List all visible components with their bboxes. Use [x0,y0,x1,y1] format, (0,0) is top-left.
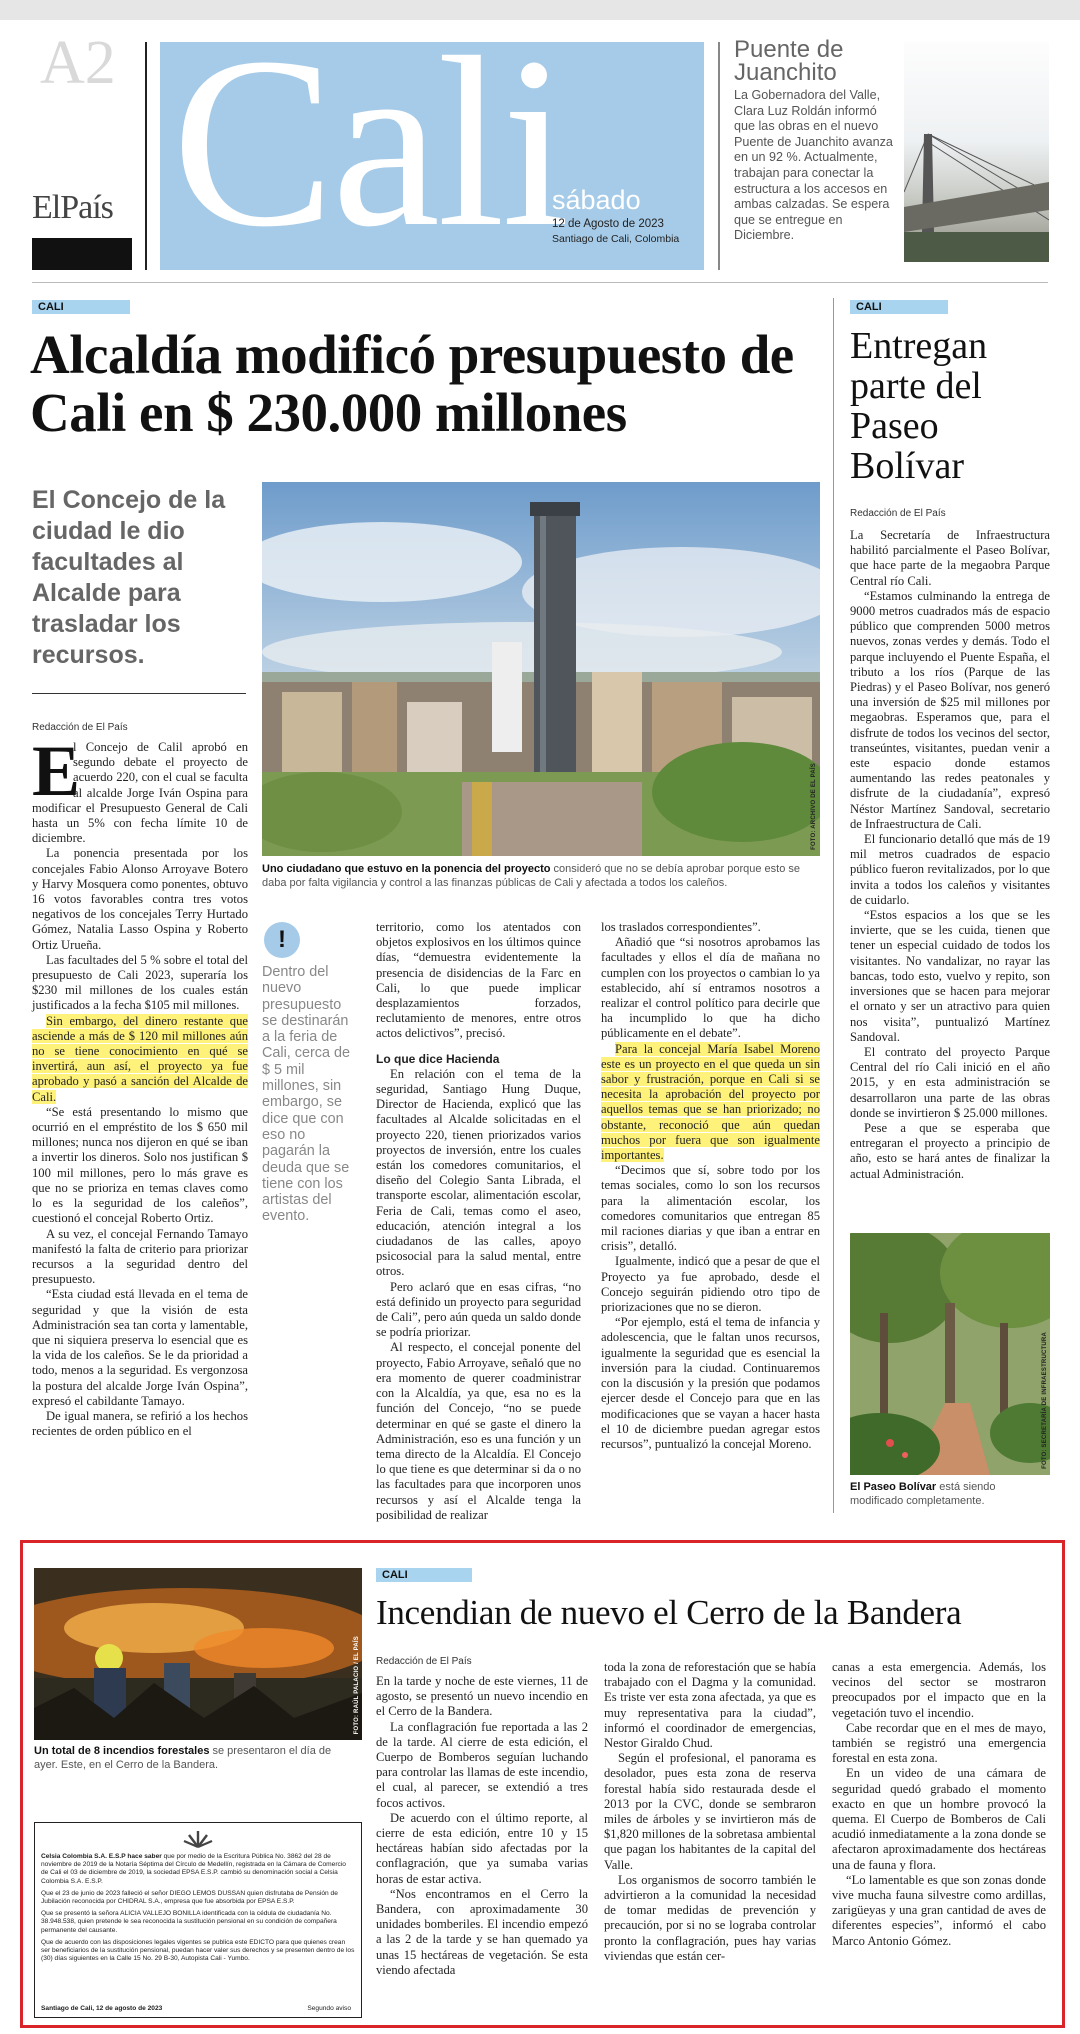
notice-footer-right: Segundo aviso [307,2004,351,2012]
fire-photo-caption [34,1744,354,1772]
teaser-title: Puente de Juanchito [734,36,844,86]
bridge-photo [904,42,1049,262]
side-photo-credit: FOTO: SECRETARÍA DE INFRAESTRUCTURA [1042,1332,1048,1469]
fire-col-3 [832,1660,1046,1949]
section-name: Cali [172,42,567,270]
main-paragraph: Al respecto, el concejal ponente del proyecto, Fabio Arroyave, señaló que no era momento de querer coadministrar con la Alcaldía, ya que, esa no es la función del Concejo, “no se puede determinar en qué se gaste el dinero la Administración, eso es una función y un tema directo de la Alcaldía. El Concejo lo que tiene es que determinar si da o no las facultades para que incorporen unos recursos y así el Alcalde tenga la posibilidad de realizar [376,1340,581,1522]
main-paragraph: “Por ejemplo, está el tema de infancia y adolescencia, que le faltan unos recursos, igualmente la seguridad que es esencial la inversión para la ciudad. Continuaremos con la discusión y la presión que podamos ejercer desde el Concejo para que en las modificaciones que se vayan a hacer hasta el 10 de diciembre puedan agregar estos recursos”, puntualizó la concejal Moreno. [601,1315,820,1451]
main-col-3 [601,920,820,1452]
main-paragraph: “Se está presentando lo mismo que ocurrió en el empréstito de los $ 650 mil millones; nunca nos dijeron en qué se iban a invertir los dineros. Solo nos justifican $ 100 mil millones, pero lo más grave es que no se prioriza en temas claves como lo es la seguridad de los caleños”, cuestionó el concejal Roberto Ortiz. [32,1104,248,1226]
caption-text: está siendo modificado completamente. [850,1481,996,1507]
main-paragraph: Igualmente, indicó que a pesar de que el Proyecto ya fue aprobado, desde el Concejo seguirán pidiendo otro tipo de priorizaciones que no se dieron. [601,1254,820,1315]
masthead-place: Santiago de Cali, Colombia [552,233,680,245]
notice-text: Que el 23 de junio de 2023 falleció el señor DIEGO LEMOS DUSSAN quien disfrutaba de Pensión de Jubilación reconocida por CHIDRAL S.A., empresa que fue absorbida por EPSA E.S.P. [41,1889,338,1906]
main-paragraph: l Concejo de Calil aprobó en segundo debate el proyecto de acuerdo 220, con el cual se faculta al alcalde Jorge Iván Ospina para modificar el Presupuesto General de Cali hasta un 5% con fecha límite 10 de diciembre. [32,740,248,846]
fire-paragraph: En la tarde y noche de este viernes, 11 de agosto, se presentó un nuevo incendio en el Cerro de la Bandera. [376,1674,588,1719]
city-photo [262,482,820,856]
page-number: A2 [40,29,116,97]
main-paragraph: De igual manera, se refirió a los hechos recientes de orden público en el [32,1408,248,1439]
caption-lead: El Paseo Bolívar [850,1481,937,1493]
side-paragraph: “Estos espacios a los que se les invierte, que se les cuida, tienen que tener un especial cuidado de todos los visitantes. No vandalizar, no rayar las bancas, todo esto, vuelvo y repito, son inversiones que se hacen para mejorar el ornato y ser un atractivo para quien nos visita”, puntualizó Martínez Sandoval. [850,908,1050,1044]
drop-cap: E [32,731,81,811]
fire-paragraph: Los organismos de socorro también le advirtieron a la comunidad la necesidad de tomar medidas de prevención y precaución, por si no se lograba controlar pronto la conflagración, pues hay varias viviendas que están cer- [604,1872,816,1963]
fire-headline: Incendian de nuevo el Cerro de la Bandera [376,1593,962,1632]
main-paragraph: los traslados correspondientes”. [601,920,761,934]
fire-photo [34,1568,362,1740]
side-paragraph: Pese a que se esperaba que entregaran el proyecto a principio de año, esto se hará antes de finalizar la actual Administración. [850,1120,1050,1181]
notice-lead: Celsia Colombia S.A. E.S.P hace saber [41,1853,162,1860]
fire-col-2 [604,1660,816,1964]
deck-rule [32,693,246,694]
main-paragraph: Las facultades del 5 % sobre el total del presupuesto de Cali 2023, superaría los $230 mil millones de los cuales están justificados a la fecha $105 mil millones. [32,952,248,1013]
main-paragraph: Añadió que “si nosotros aprobamos las facultades y ellos el día de mañana no cumplen con los proyectos o cambian lo ya establecido, ahí sí entramos nosotros a realizar el control político para decirle que ha incumplido lo que ha dicho públicamente en el debate”. [601,935,820,1041]
notice-text: que por medio de la Escritura Pública No. 3862 del 28 de noviembre de 2019 de la Notaría Séptima del Círculo de Medellín, registrada en la Cámara de Comercio de Cali el 03 de diciembre de 2019, la sociedad EPSA E.S.P. cambió su denominación social a Celsia Colombia S.A. E.S.P. [41,1853,346,1885]
notice-text: Que se presentó la señora ALICIA VALLEJO BONILLA identificada con la cédula de ciudadanía No. 38.948.538, quien pretende le sea reconocida la sustitución pensional en su condición de compañera permanente del causante. [41,1910,337,1934]
fire-paragraph: Según el profesional, el panorama es desolador, pues esta zona de reserva forestal había sido restaurada desde el 2013 por la CVC, donde se sembraron miles de árboles y se invirtieron más de $1,820 millones de la sobretasa ambiental que pagan los habitantes de la capital del Valle. [604,1751,816,1872]
brand-logo: ElPaís [32,189,113,226]
side-paragraph: “Estamos culminando la entrega de 9000 metros cuadrados más de espacio público que comprenden 5000 metros nuevos, zonas verdes y demás. Todo el parque incluyendo el Puente España, el tributo a los ríos (Parque de las Piedras) y el Paseo Bolívar, nos generó una inversión de $25 mil millones por megaobras. Esperamos que, para el disfrute de todos los vecinos del sector, transeúntes, visitantes, puedan venir a este espacio donde estamos aumentando las redes peatonales y disfrute de la ciudadanía”, expresó Néstor Martínez Sandoval, secretario de Infraestructura de Cali. [850,588,1050,831]
fire-paragraph: toda la zona de reforestación que se había trabajado con el Dagma y la comunidad. Es triste ver esta zona afectada, ya que es muy representativa para la ciudad”, informó el coordinador de emergencias, Nestor Giraldo Chud. [604,1660,816,1751]
masthead-day: sábado [552,185,641,215]
side-body [850,528,1050,1182]
main-paragraph: territorio, como los atentados con objetos explosivos en los últimos quince días, “demuestra evidentemente la presencia de disidencias de la Farc en Cali, lo que puede implicar desplazamientos forzados, reclutamiento de menores, entre otros actos delictivos”, precisó. [376,920,581,1041]
side-byline: Redacción de El País [850,508,946,519]
fire-paragraph: “Lo lamentable es que son zonas donde vive mucha fauna silvestre como ardillas, zarigüeyas y una gran cantidad de aves de diferentes especies”, informó el cabo Marco Antonio Gómez. [832,1872,1046,1948]
section-banner [160,42,704,270]
main-paragraph: Pero aclaró que en esas cifras, “no está definido un proyecto para seguridad de Cali”, pero aún queda un saldo donde se podría priorizar. [376,1279,581,1340]
main-paragraph: La ponencia presentada por los concejales Fabio Alonso Arroyave Botero y Harvy Mosquera como ponentes, obtuvo 16 votos favorables contra tres votos negativos de los concejales Terry Hurtado Gómez, Natalia Lasso Ospina y Roberto Ortiz Urueña. [32,846,248,952]
teaser-text: La Gobernadora del Valle, Clara Luz Roldán informó que las obras en el nuevo Puente de Juanchito avanza en un 92 %. Actualmente, trabajan para conectar la estructura a los accesos en ambas calzadas. Se espera que se entregue en Diciembre. [734,88,893,243]
fire-paragraph: La conflagración fue reportada a las 2 de la tarde. Al cierre de esta edición, el Cuerpo de Bomberos seguían luchando para controlar las llamas de este incendio, el cual, al parecer, se extendió a tres focos activos. [376,1719,588,1810]
highlighted-paragraph: Sin embargo, del dinero restante que asciende a más de $ 120 mil millones aún no se tiene conocimiento en qué se invertirá, aun así, el proyecto ya fue aprobado y pasó a sanción del Alcalde de Cali. [32,1013,248,1104]
fire-paragraph: De acuerdo con el último reporte, al cierre de esta edición, entre 10 y 15 hectáreas habían sido afectadas por la conflagración, que ya sumaba varias horas de estar activa. [376,1810,588,1886]
main-headline: Alcaldía modificó presupuesto de Cali en $ 230.000 millones [30,324,794,443]
main-byline: Redacción de El País [32,722,128,733]
side-paragraph: El funcionario detalló que más de 19 mil metros cuadrados de espacio público fueron revitalizados, por lo que invita a todos los caleños y visitantes de cuidarlo. [850,832,1050,907]
fire-paragraph: canas a esta emergencia. Además, los vecinos del sector se mostraron preocupados por el impacto que en la vegetación tuvo el incendio. [832,1660,1046,1720]
park-photo [850,1233,1050,1475]
alert-icon: ! [264,922,300,958]
fire-byline: Redacción de El País [376,1656,472,1667]
fire-paragraph: En un video de una cámara de seguridad quedó grabado el momento exacto en que un hombre provocó la quema. El Cuerpo de Bomberos de Cali acudió inmediatamente a la zona donde se afectaron aproximadamente dos hectáreas una de fauna y flora. [832,1766,1046,1872]
subhead: Lo que dice Hacienda [376,1051,500,1066]
main-col-2 [376,920,581,1523]
fire-photo-credit: FOTO: RAÚL PALACIO / EL PAÍS [354,1635,360,1734]
notice-footer-left: Santiago de Cali, 12 de agosto de 2023 [41,2004,163,2012]
top-band [0,0,1080,20]
side-paragraph: El contrato del proyecto Parque Central del río Cali inició en el año 2015, y en esta administración se desarrollaron una parte de las obras donde se invirtieron $ 25.000 millones. [850,1044,1050,1120]
caption-text: consideró que no se debía aprobar porque esto se daba por falta vigilancia y control a las finanzas públicas de Cali y afectada a todos los caleños. [262,863,801,889]
main-col-1 [32,731,248,1439]
main-photo-caption [262,862,820,890]
main-section-tag: CALI [32,300,130,314]
legal-notice [34,1822,362,2018]
side-section-tag: CALI [850,300,948,314]
caption-text: se presentaron el día de ayer. Este, en el Cerro de la Bandera. [34,1745,332,1771]
caption-lead: Uno ciudadano que estuvo en la ponencia del proyecto [262,863,551,875]
fire-col-1 [376,1674,588,1978]
side-headline: Entregan parte del Paseo Bolívar [850,325,988,487]
callout-text: Dentro del nuevo presupuesto se destinarán a la feria de Cali, cerca de $ 5 mil millones, sin embargo, se dice que con eso no pagarán la deuda que se tiene con los artistas del evento. [262,964,350,1225]
notice-text: Que de acuerdo con las disposiciones legales vigentes se publica este EDICTO para que quienes crean ser beneficiarios de la sustitución pensional, puedan hacer valer sus derechos y se presenten dentro de los (30) días siguientes en la Calle 15 No. 29 B-30, Autopista Cali - Yumbo. [41,1938,355,1963]
caption-lead: Un total de 8 incendios forestales [34,1745,210,1757]
main-paragraph: “Esta ciudad está llevada en el tema de seguridad y que la visión de esta Administración sea tan corta y lamentable, que ni siquiera preserva lo esencial que es la vida de los caleños. Se le da prioridad a todo, menos a la seguridad. Es vergonzosa la postura del alcalde Jorge Iván Ospina”, expresó el cabildante Tamayo. [32,1287,248,1408]
fire-section-tag: CALI [376,1568,472,1582]
main-paragraph: En relación con el tema de la seguridad, Santiago Hung Duque, Director de Hacienda, explicó que las facultades al Alcalde solicitadas en el proyecto 220, tienen priorizados varios proyectos de inversión, entre los cuales están los comedores comunitarios, el diseño del Colegio Santa Librada, el transporte escolar, alimentación escolar, Feria de Cali, temas como el aseo, educación, atención integral a los ciudadanos de las calles, apoyo psicosocial para la salud mental, entre otros. [376,1066,581,1279]
main-deck: El Concejo de la ciudad le dio facultades al Alcalde para trasladar los recursos. [32,486,226,669]
column-divider [833,298,834,1513]
side-photo-caption [850,1480,1050,1508]
masthead-date: 12 de Agosto de 2023 [552,218,664,230]
main-paragraph: “Decimos que sí, sobre todo por los temas sociales, como lo son los recursos para la alimentación escolar, los comedores comunitarios que entregan 85 mil raciones diarias y que iban a entrar en crisis”, detalló. [601,1163,820,1254]
masthead-rule [32,282,1048,283]
side-paragraph: La Secretaría de Infraestructura habilitó parcialmente el Paseo Bolívar, que hace parte de la megaobra Parque Central río Cali. [850,528,1050,588]
fire-paragraph: Cabe recordar que en el mes de mayo, también se registró una emergencia forestal en esta zona. [832,1720,1046,1766]
masthead-divider [145,42,147,270]
fire-paragraph: “Nos encontramos en el Cerro la Bandera, con aproximadamente 30 unidades bomberiles. El incendio empezó a las 2 de la tarde y se han quemado ya unas 15 hectáreas de vegetación. Se esta viendo afectada [376,1886,588,1977]
teaser-divider [718,42,720,270]
main-paragraph: A su vez, el concejal Fernando Tamayo manifestó la falta de criterio para priorizar recursos a la seguridad dentro del presupuesto. [32,1226,248,1287]
celsia-logo-icon [183,1827,213,1849]
brand-bar [32,238,132,270]
main-photo-credit: FOTO: ARCHIVO DE EL PAÍS [811,763,817,850]
highlighted-paragraph: Para la concejal María Isabel Moreno este es un proyecto en el que queda un sin sabor y frustración, porque en Cali si se necesita la aprobación del proyecto por aquellos temas que se han priorizado; no obstante, reconoció que aún quedan muchos por fuera que son igualmente importantes. [601,1041,820,1163]
